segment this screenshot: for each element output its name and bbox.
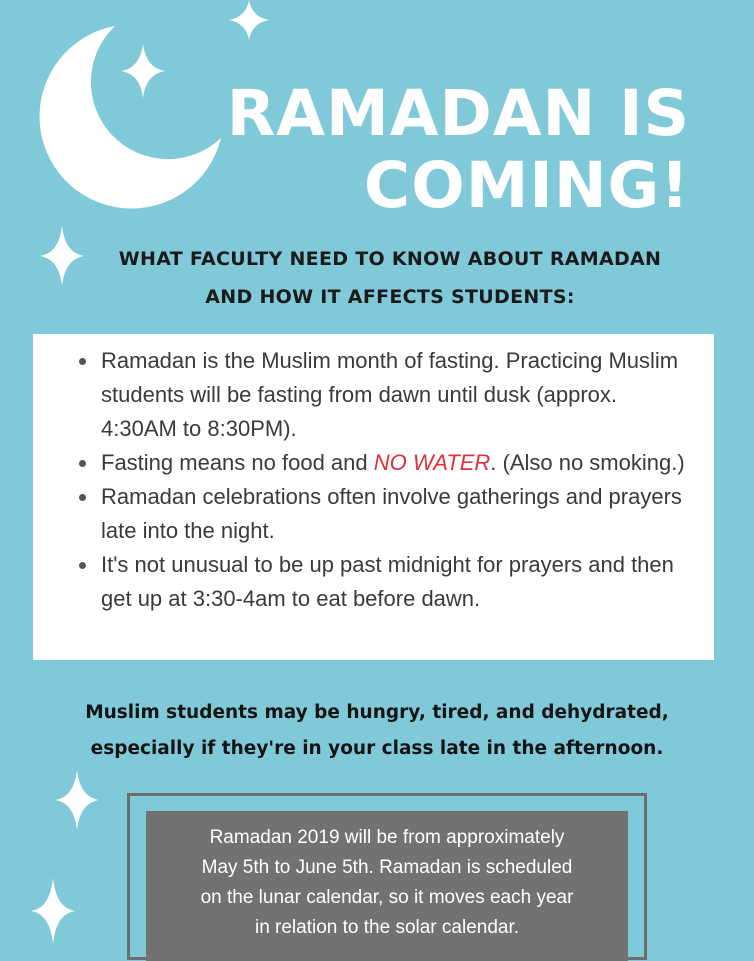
page-title: [180, 78, 690, 222]
list-item: • Ramadan celebrations often involve gatherings and prayers late into the night.: [99, 480, 690, 548]
subtitle-line: AND HOW IT AFFECTS STUDENTS:: [205, 286, 575, 308]
facts-panel: [33, 334, 714, 660]
date-note-line: on the lunar calendar, so it moves each year: [200, 887, 574, 908]
subtitle: [60, 240, 720, 316]
fact-text: Fasting means no food and: [101, 450, 374, 475]
subtitle-line: WHAT FACULTY NEED TO KNOW ABOUT RAMADAN: [118, 248, 662, 270]
no-water-highlight: NO WATER: [373, 450, 491, 475]
warning-message: [40, 695, 714, 767]
list-item: • It's not unusual to be up past midnight for prayers and then get up at 3:30-4am to eat before dawn.: [99, 548, 690, 616]
date-note-line: May 5th to June 5th. Ramadan is scheduled: [201, 857, 573, 878]
list-item: • Ramadan is the Muslim month of fasting. Practicing Muslim students will be fasting from dawn until dusk (approx. 4:30AM to 8:30PM).: [99, 344, 690, 446]
date-note-line: in relation to the solar calendar.: [254, 917, 520, 938]
fact-text: . (Also no smoking.): [490, 450, 685, 475]
warning-line: especially if they're in your class late in the afternoon.: [90, 738, 664, 759]
date-note-line: Ramadan 2019 will be from approximately: [209, 827, 565, 848]
sparkle-icon: [121, 44, 165, 98]
sparkle-icon: [31, 878, 75, 944]
warning-line: Muslim students may be hungry, tired, and dehydrated,: [85, 702, 669, 723]
date-note-frame: [127, 793, 647, 960]
date-note: [146, 811, 628, 961]
list-item: [99, 446, 690, 480]
facts-list: [65, 344, 690, 616]
title-line: RAMADAN IS: [226, 77, 690, 150]
sparkle-icon: [229, 0, 269, 40]
title-line: COMING!: [363, 149, 690, 222]
sparkle-icon: [55, 770, 99, 830]
